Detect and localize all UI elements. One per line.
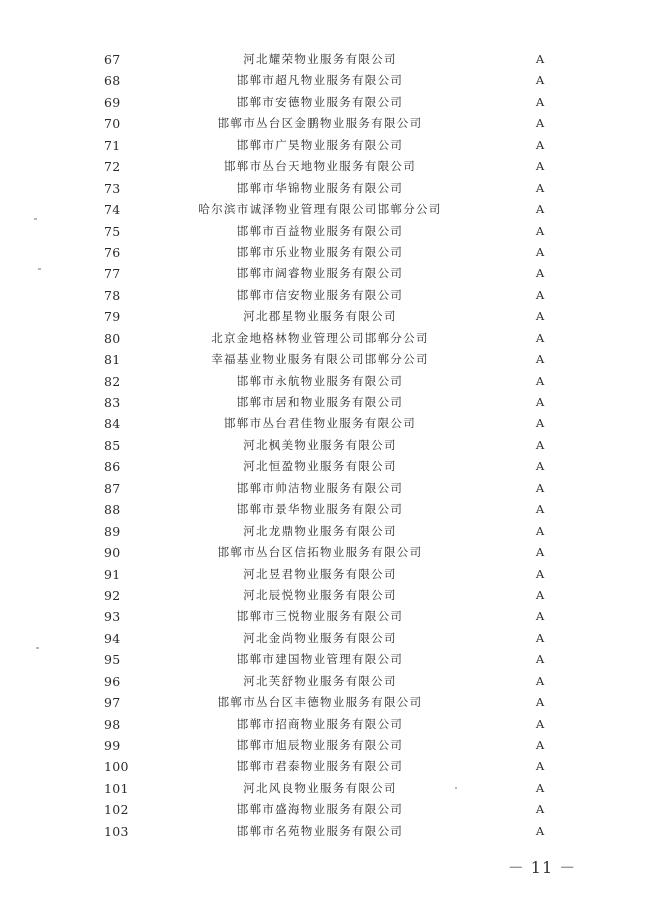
company-name: 哈尔滨市诚泽物业管理有限公司邯郸分公司 — [198, 202, 442, 217]
table-row — [0, 328, 658, 349]
row-number: 98 — [104, 716, 121, 732]
row-number: 83 — [104, 395, 121, 410]
company-name: 河北龙鼎物业服务有限公司 — [243, 523, 397, 538]
row-number: 86 — [104, 459, 121, 475]
row-number: 69 — [104, 94, 121, 110]
row-number: 94 — [104, 630, 121, 646]
table-row — [0, 649, 658, 670]
table-row — [0, 756, 658, 777]
company-name: 邯郸市安德物业服务有限公司 — [236, 94, 404, 109]
company-name: 北京金地格林物业管理公司邯郸分公司 — [211, 330, 429, 345]
company-name: 河北芙舒物业服务有限公司 — [243, 673, 397, 688]
row-number: 89 — [104, 523, 121, 539]
company-name: 邯郸市居和物业服务有限公司 — [236, 395, 404, 409]
company-rating-table — [0, 49, 658, 842]
company-name: 邯郸市招商物业服务有限公司 — [236, 716, 404, 731]
company-name: 河北耀荣物业服务有限公司 — [243, 52, 397, 66]
company-name: 邯郸市丛台区信拓物业服务有限公司 — [217, 545, 423, 560]
row-number: 103 — [104, 823, 129, 839]
rating-grade: A — [535, 352, 545, 367]
table-row — [0, 156, 658, 177]
company-name: 幸福基业物业服务有限公司邯郸分公司 — [211, 352, 429, 367]
company-name: 邯郸市名苑物业服务有限公司 — [236, 823, 404, 838]
row-number: 78 — [104, 287, 121, 303]
company-name: 邯郸市君泰物业服务有限公司 — [236, 759, 404, 774]
scan-mark — [455, 787, 457, 789]
company-name: 邯郸市乐业物业服务有限公司 — [236, 244, 404, 259]
rating-grade: A — [535, 73, 545, 88]
row-number: 102 — [104, 802, 129, 818]
row-number: 87 — [104, 480, 121, 496]
table-row — [0, 199, 658, 220]
table-row — [0, 542, 658, 563]
rating-grade: A — [535, 416, 545, 431]
row-number: 101 — [104, 780, 129, 796]
company-name: 河北枫美物业服务有限公司 — [243, 437, 397, 452]
table-row — [0, 714, 658, 735]
row-number: 85 — [104, 437, 121, 453]
row-number: 79 — [104, 309, 121, 325]
row-number: 72 — [104, 159, 121, 175]
row-number: 75 — [104, 223, 121, 239]
table-row — [0, 306, 658, 327]
scan-mark — [34, 218, 37, 220]
rating-grade: A — [535, 587, 545, 602]
company-name: 河北风良物业服务有限公司 — [243, 780, 397, 795]
table-row — [0, 49, 658, 70]
company-name: 河北恒盈物业服务有限公司 — [243, 459, 397, 474]
company-name: 邯郸市广昊物业服务有限公司 — [236, 137, 404, 152]
rating-grade: A — [535, 180, 545, 195]
company-name: 邯郸市帅洁物业服务有限公司 — [236, 480, 404, 495]
rating-grade: A — [535, 244, 545, 259]
rating-grade: A — [535, 502, 545, 517]
company-name: 邯郸市百益物业服务有限公司 — [236, 223, 404, 238]
rating-grade: A — [535, 802, 545, 817]
row-number: 82 — [104, 373, 121, 389]
row-number: 92 — [104, 587, 121, 603]
row-number: 74 — [104, 202, 121, 218]
scan-mark — [38, 268, 41, 270]
rating-grade: A — [535, 545, 545, 560]
table-row — [0, 499, 658, 520]
company-name: 邯郸市丛台天地物业服务有限公司 — [224, 159, 416, 174]
row-number: 96 — [104, 673, 121, 689]
rating-grade: A — [535, 437, 545, 452]
row-number: 73 — [104, 180, 121, 196]
rating-grade: A — [535, 52, 545, 66]
rating-grade: A — [535, 94, 545, 109]
company-name: 邯郸市信安物业服务有限公司 — [236, 287, 404, 302]
table-row — [0, 456, 658, 477]
rating-grade: A — [535, 480, 545, 495]
rating-grade: A — [535, 395, 545, 409]
row-number: 67 — [104, 52, 121, 67]
row-number: 95 — [104, 652, 121, 668]
company-name: 邯郸市旭辰物业服务有限公司 — [236, 738, 404, 752]
company-name: 邯郸市丛台区金鹏物业服务有限公司 — [217, 116, 423, 131]
rating-grade: A — [535, 373, 545, 388]
rating-grade: A — [535, 652, 545, 667]
table-row — [0, 435, 658, 456]
table-row — [0, 585, 658, 606]
company-name: 邯郸市超凡物业服务有限公司 — [236, 73, 404, 88]
row-number: 80 — [104, 330, 121, 346]
rating-grade: A — [535, 780, 545, 795]
rating-grade: A — [535, 716, 545, 731]
rating-grade: A — [535, 330, 545, 345]
row-number: 100 — [104, 759, 129, 775]
row-number: 97 — [104, 695, 121, 711]
row-number: 91 — [104, 566, 121, 582]
table-row — [0, 113, 658, 134]
row-number: 84 — [104, 416, 121, 432]
table-row — [0, 92, 658, 113]
table-row — [0, 478, 658, 499]
company-name: 邯郸市永航物业服务有限公司 — [236, 373, 404, 388]
row-number: 70 — [104, 116, 121, 132]
company-name: 河北昱君物业服务有限公司 — [243, 566, 397, 581]
rating-grade: A — [535, 630, 545, 645]
row-number: 68 — [104, 73, 121, 89]
scan-mark — [36, 647, 39, 649]
rating-grade: A — [535, 695, 545, 710]
row-number: 81 — [104, 352, 121, 368]
table-row — [0, 178, 658, 199]
company-name: 邯郸市丛台君佳物业服务有限公司 — [224, 416, 416, 431]
page-number: － 11 － — [507, 858, 577, 877]
company-name: 邯郸市丛台区丰德物业服务有限公司 — [217, 695, 423, 710]
table-row — [0, 735, 658, 756]
rating-grade: A — [535, 673, 545, 688]
table-row — [0, 221, 658, 242]
row-number: 76 — [104, 244, 121, 260]
company-name: 邯郸市三悦物业服务有限公司 — [236, 609, 404, 624]
row-number: 99 — [104, 738, 121, 753]
rating-grade: A — [535, 459, 545, 474]
row-number: 77 — [104, 266, 121, 282]
table-row — [0, 692, 658, 713]
company-name: 河北郡星物业服务有限公司 — [243, 309, 397, 324]
rating-grade: A — [535, 287, 545, 302]
rating-grade: A — [535, 738, 545, 752]
company-name: 邯郸市景华物业服务有限公司 — [236, 502, 404, 517]
rating-grade: A — [535, 202, 545, 217]
table-row — [0, 349, 658, 370]
rating-grade: A — [535, 566, 545, 581]
rating-grade: A — [535, 137, 545, 152]
table-row — [0, 628, 658, 649]
table-row — [0, 778, 658, 799]
table-row — [0, 371, 658, 392]
table-row — [0, 671, 658, 692]
table-row — [0, 521, 658, 542]
row-number: 88 — [104, 502, 121, 518]
row-number: 71 — [104, 137, 121, 153]
table-row — [0, 70, 658, 91]
company-name: 邯郸市华锦物业服务有限公司 — [236, 180, 404, 195]
company-name: 邯郸市建国物业管理有限公司 — [236, 652, 404, 667]
table-row — [0, 821, 658, 842]
table-row — [0, 799, 658, 820]
table-row — [0, 606, 658, 627]
table-row — [0, 135, 658, 156]
rating-grade: A — [535, 223, 545, 238]
table-row — [0, 564, 658, 585]
table-row — [0, 413, 658, 434]
table-row — [0, 263, 658, 284]
table-row — [0, 392, 658, 413]
rating-grade: A — [535, 523, 545, 538]
company-name: 河北辰悦物业服务有限公司 — [243, 587, 397, 602]
company-name: 邯郸市盛海物业服务有限公司 — [236, 802, 404, 817]
company-name: 河北金尚物业服务有限公司 — [243, 630, 397, 645]
rating-grade: A — [535, 759, 545, 774]
rating-grade: A — [535, 116, 545, 131]
rating-grade: A — [535, 609, 545, 624]
table-row — [0, 285, 658, 306]
table-row — [0, 242, 658, 263]
rating-grade: A — [535, 823, 545, 838]
rating-grade: A — [535, 159, 545, 174]
rating-grade: A — [535, 266, 545, 281]
row-number: 90 — [104, 545, 121, 561]
company-name: 邯郸市阔睿物业服务有限公司 — [236, 266, 404, 281]
row-number: 93 — [104, 609, 121, 625]
rating-grade: A — [535, 309, 545, 324]
